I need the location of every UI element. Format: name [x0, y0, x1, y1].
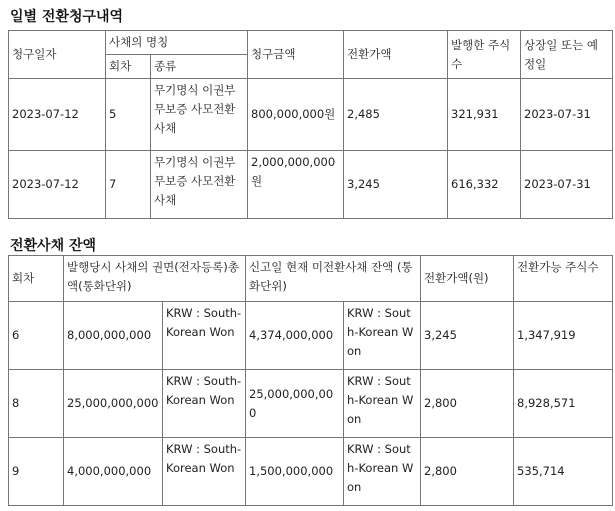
cell-type: 무기명식 이권부 무보증 사모전환사채 [151, 79, 248, 151]
cell-face-currency: KRW : South-Korean Won [163, 302, 246, 370]
cell-conversion-price: 3,245 [344, 151, 448, 219]
header-bond-name: 사채의 명칭 [106, 31, 248, 55]
cell-conversion-price: 2,800 [421, 370, 514, 438]
header-round: 회차 [106, 55, 151, 79]
cell-face-amount: 4,000,000,000 [64, 438, 163, 506]
cell-convertible-shares: 8,928,571 [514, 370, 613, 438]
header-claim-date: 청구일자 [9, 31, 106, 79]
header-type: 종류 [151, 55, 248, 79]
header-conversion-price: 전환가액 [344, 31, 448, 79]
cell-face-amount: 25,000,000,000 [64, 370, 163, 438]
table-row [9, 151, 613, 219]
section-title-bond-balance: 전환사채 잔액 [10, 238, 97, 254]
cell-shares-issued: 616,332 [448, 151, 521, 219]
cell-type: 무기명식 이권부 무보증 사모전환사채 [151, 151, 248, 219]
table-row [9, 79, 613, 151]
table-row [9, 370, 613, 438]
cell-face-currency: KRW : South-Korean Won [163, 438, 246, 506]
header-round: 회차 [9, 256, 64, 302]
cell-round: 7 [106, 151, 151, 219]
header-claim-amount: 청구금액 [248, 31, 344, 79]
cell-round: 9 [9, 438, 64, 506]
cell-round: 5 [106, 79, 151, 151]
cell-conversion-price: 3,245 [421, 302, 514, 370]
table-row [9, 438, 613, 506]
table-row [9, 302, 613, 370]
section-title-daily-conversion: 일별 전환청구내역 [10, 9, 124, 25]
bond-balance-table [8, 255, 613, 506]
cell-remaining-currency: KRW : South-Korean Won [344, 302, 421, 370]
cell-listing-date: 2023-07-31 [521, 151, 613, 219]
cell-round: 8 [9, 370, 64, 438]
cell-conversion-price: 2,800 [421, 438, 514, 506]
cell-remaining-amount: 25,000,000,000 [246, 370, 344, 438]
cell-face-amount: 8,000,000,000 [64, 302, 163, 370]
header-shares-issued: 발행한 주식수 [448, 31, 521, 79]
header-remaining: 신고일 현재 미전환사채 잔액 (통화단위) [246, 256, 421, 302]
header-conversion-price: 전환가액(원) [421, 256, 514, 302]
cell-round: 6 [9, 302, 64, 370]
cell-shares-issued: 321,931 [448, 79, 521, 151]
cell-convertible-shares: 1,347,919 [514, 302, 613, 370]
cell-remaining-amount: 4,374,000,000 [246, 302, 344, 370]
cell-claim-amount: 800,000,000원 [248, 79, 344, 151]
cell-listing-date: 2023-07-31 [521, 79, 613, 151]
cell-conversion-price: 2,485 [344, 79, 448, 151]
cell-claim-amount: 2,000,000,000원 [248, 151, 344, 219]
cell-remaining-amount: 1,500,000,000 [246, 438, 344, 506]
daily-conversion-table [8, 30, 613, 219]
cell-face-currency: KRW : South-Korean Won [163, 370, 246, 438]
cell-remaining-currency: KRW : South-Korean Won [344, 370, 421, 438]
header-face-total: 발행당시 사채의 권면(전자등록)총액(통화단위) [64, 256, 246, 302]
cell-claim-date: 2023-07-12 [9, 79, 106, 151]
cell-remaining-currency: KRW : South-Korean Won [344, 438, 421, 506]
cell-claim-date: 2023-07-12 [9, 151, 106, 219]
header-convertible-shares: 전환가능 주식수 [514, 256, 613, 302]
header-listing-date: 상장일 또는 예정일 [521, 31, 613, 79]
cell-convertible-shares: 535,714 [514, 438, 613, 506]
